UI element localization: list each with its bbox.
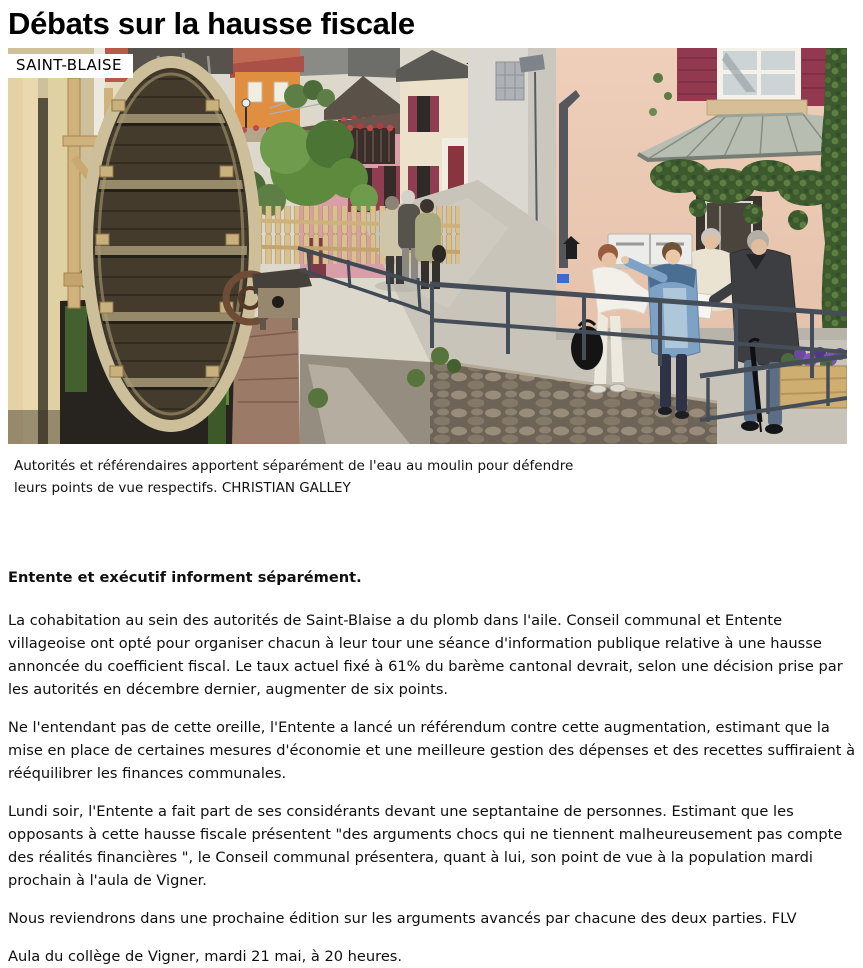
location-label: SAINT-BLAISE (8, 54, 133, 78)
photo-scene (8, 48, 847, 444)
article-page (0, 6, 863, 968)
article-paragraph-5: Aula du collège de Vigner, mardi 21 mai, à 20 heures. (8, 948, 403, 965)
article-lead: Entente et exécutif informent séparément. (8, 569, 362, 586)
article-paragraph-3: Lundi soir, l'Entente a fait part de ses considérants devant une septantaine de personnes. Estimant que les opposants à cette hausse fiscale présentent "des arguments chocs qui ne tiennent malheureusement pas compte des réalités financières ", le Conseil communal présentera, quant à lui, son point de vue à la population mardi prochain à l'aula de Vigner. (8, 803, 843, 889)
photo-caption (14, 455, 604, 499)
mill-wheel (87, 62, 255, 430)
article-paragraph-2: Ne l'entendant pas de cette oreille, l'Entente a lancé un référendum contre cette augmentation, estimant que la mise en place de certaines mesures d'économie et une meilleure gestion des dépenses et des recettes suffiraient à rééquilibrer les finances communales. (8, 719, 856, 782)
photo-credit: CHRISTIAN GALLEY (221, 480, 351, 496)
article-title: Débats sur la hausse fiscale (8, 6, 415, 41)
article-paragraph-1: La cohabitation au sein des autorités de Saint-Blaise a du plomb dans l'aile. Conseil communal et Entente villageoise ont opté pour organiser chacun à leur tour une séance d'information publique relative à une hausse annoncée du coefficient fiscal. Le taux actuel fixé à 61% du barème cantonal devrait, selon une décision prise par les autorités en décembre dernier, augmenter de six points. (8, 612, 843, 698)
article-paragraph-4: Nous reviendrons dans une prochaine édition sur les arguments avancés par chacune des deux parties. FLV (8, 910, 797, 927)
article-photo (8, 48, 847, 444)
article-body (8, 566, 855, 968)
photo-caption-text: Autorités et référendaires apportent séparément de l'eau au moulin pour défendre leurs points de vue respectifs. (14, 458, 574, 496)
